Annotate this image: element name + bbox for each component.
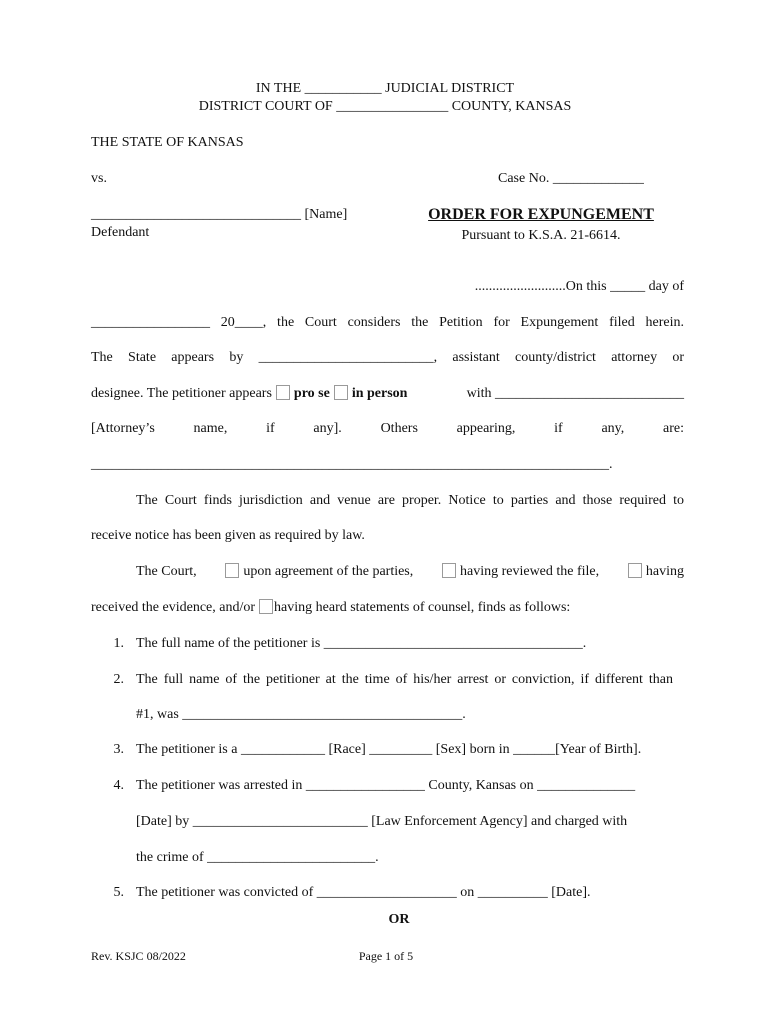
item-1-line: The full name of the petitioner is _____________________________________. (136, 636, 587, 651)
attorney-with-line: with ___________________________ (466, 386, 684, 401)
petitioner-appears-line (91, 385, 684, 402)
header-line-2: DISTRICT COURT OF ________________ COUNTY, KANSAS (198, 99, 572, 114)
notice-line: receive notice has been given as required by law. (91, 528, 365, 543)
reviewed-file-label: having reviewed the file, (459, 564, 600, 579)
item-3-line: The petitioner is a ____________ [Race] _________ [Sex] born in ______[Year of Birth]. (136, 742, 642, 757)
petitioner-appears-text: designee. The petitioner appears (91, 386, 272, 401)
item-number: 2. (113, 672, 124, 687)
petition-line: _________________ 20____, the Court considers the Petition for Expungement filed herein. (91, 315, 684, 330)
case-number: Case No. _____________ (498, 171, 644, 186)
vs-label: vs. (91, 171, 107, 186)
item-number: 1. (113, 636, 124, 651)
revision-label: Rev. KSJC 08/2022 (91, 949, 186, 963)
item-number: 5. (113, 885, 124, 900)
court-findings-line (136, 563, 684, 580)
jurisdiction-line: The Court finds jurisdiction and venue are proper. Notice to parties and those required to (136, 493, 684, 508)
defendant-name-line: ______________________________ [Name] (91, 207, 348, 222)
statements-label: having heard statements of counsel, finds as follows: (274, 600, 571, 615)
others-appearing-line: [Attorney’s name, if any]. Others appearing, if any, are: (91, 421, 684, 436)
others-blank-line: __________________________________________________________________________. (91, 457, 613, 472)
defendant-label: Defendant (91, 225, 150, 240)
document-title: ORDER FOR EXPUNGEMENT (428, 206, 654, 223)
having-label: having (645, 564, 684, 579)
court-label: The Court, (136, 564, 197, 579)
item-5-line: The petitioner was convicted of ____________________ on __________ [Date]. (136, 885, 591, 900)
header-line-1: IN THE ___________ JUDICIAL DISTRICT (255, 81, 515, 96)
item-4-line: The petitioner was arrested in _________________ County, Kansas on ______________ (136, 778, 636, 793)
pro-se-checkbox[interactable] (276, 385, 290, 400)
item-4-line: [Date] by _________________________ [Law Enforcement Agency] and charged with (136, 814, 628, 829)
in-person-checkbox[interactable] (334, 385, 348, 400)
agreement-checkbox[interactable] (225, 563, 239, 578)
document-subtitle: Pursuant to K.S.A. 21-6614. (461, 228, 621, 243)
item-2-line: The full name of the petitioner at the time of his/her arrest or conviction, if different than (136, 672, 673, 687)
evidence-label: received the evidence, and/or (91, 600, 256, 615)
in-person-label: in person (351, 386, 408, 401)
evidence-checkbox[interactable] (628, 563, 642, 578)
agreement-label: upon agreement of the parties, (243, 564, 414, 579)
item-number: 4. (113, 778, 124, 793)
pro-se-label: pro se (293, 386, 330, 401)
item-4-line: the crime of ________________________. (136, 850, 379, 865)
day-line: ..........................On this _____ day of (474, 279, 684, 294)
reviewed-file-checkbox[interactable] (442, 563, 456, 578)
item-2-line: #1, was ________________________________________. (136, 707, 466, 722)
state-of-kansas: THE STATE OF KANSAS (91, 135, 244, 150)
item-number: 3. (113, 742, 124, 757)
or-separator: OR (388, 912, 410, 927)
evidence-line (91, 599, 570, 616)
page-number: Page 1 of 5 (358, 949, 414, 963)
statements-checkbox[interactable] (259, 599, 273, 614)
state-appears-line: The State appears by _________________________, assistant county/district attorney or (91, 350, 684, 365)
